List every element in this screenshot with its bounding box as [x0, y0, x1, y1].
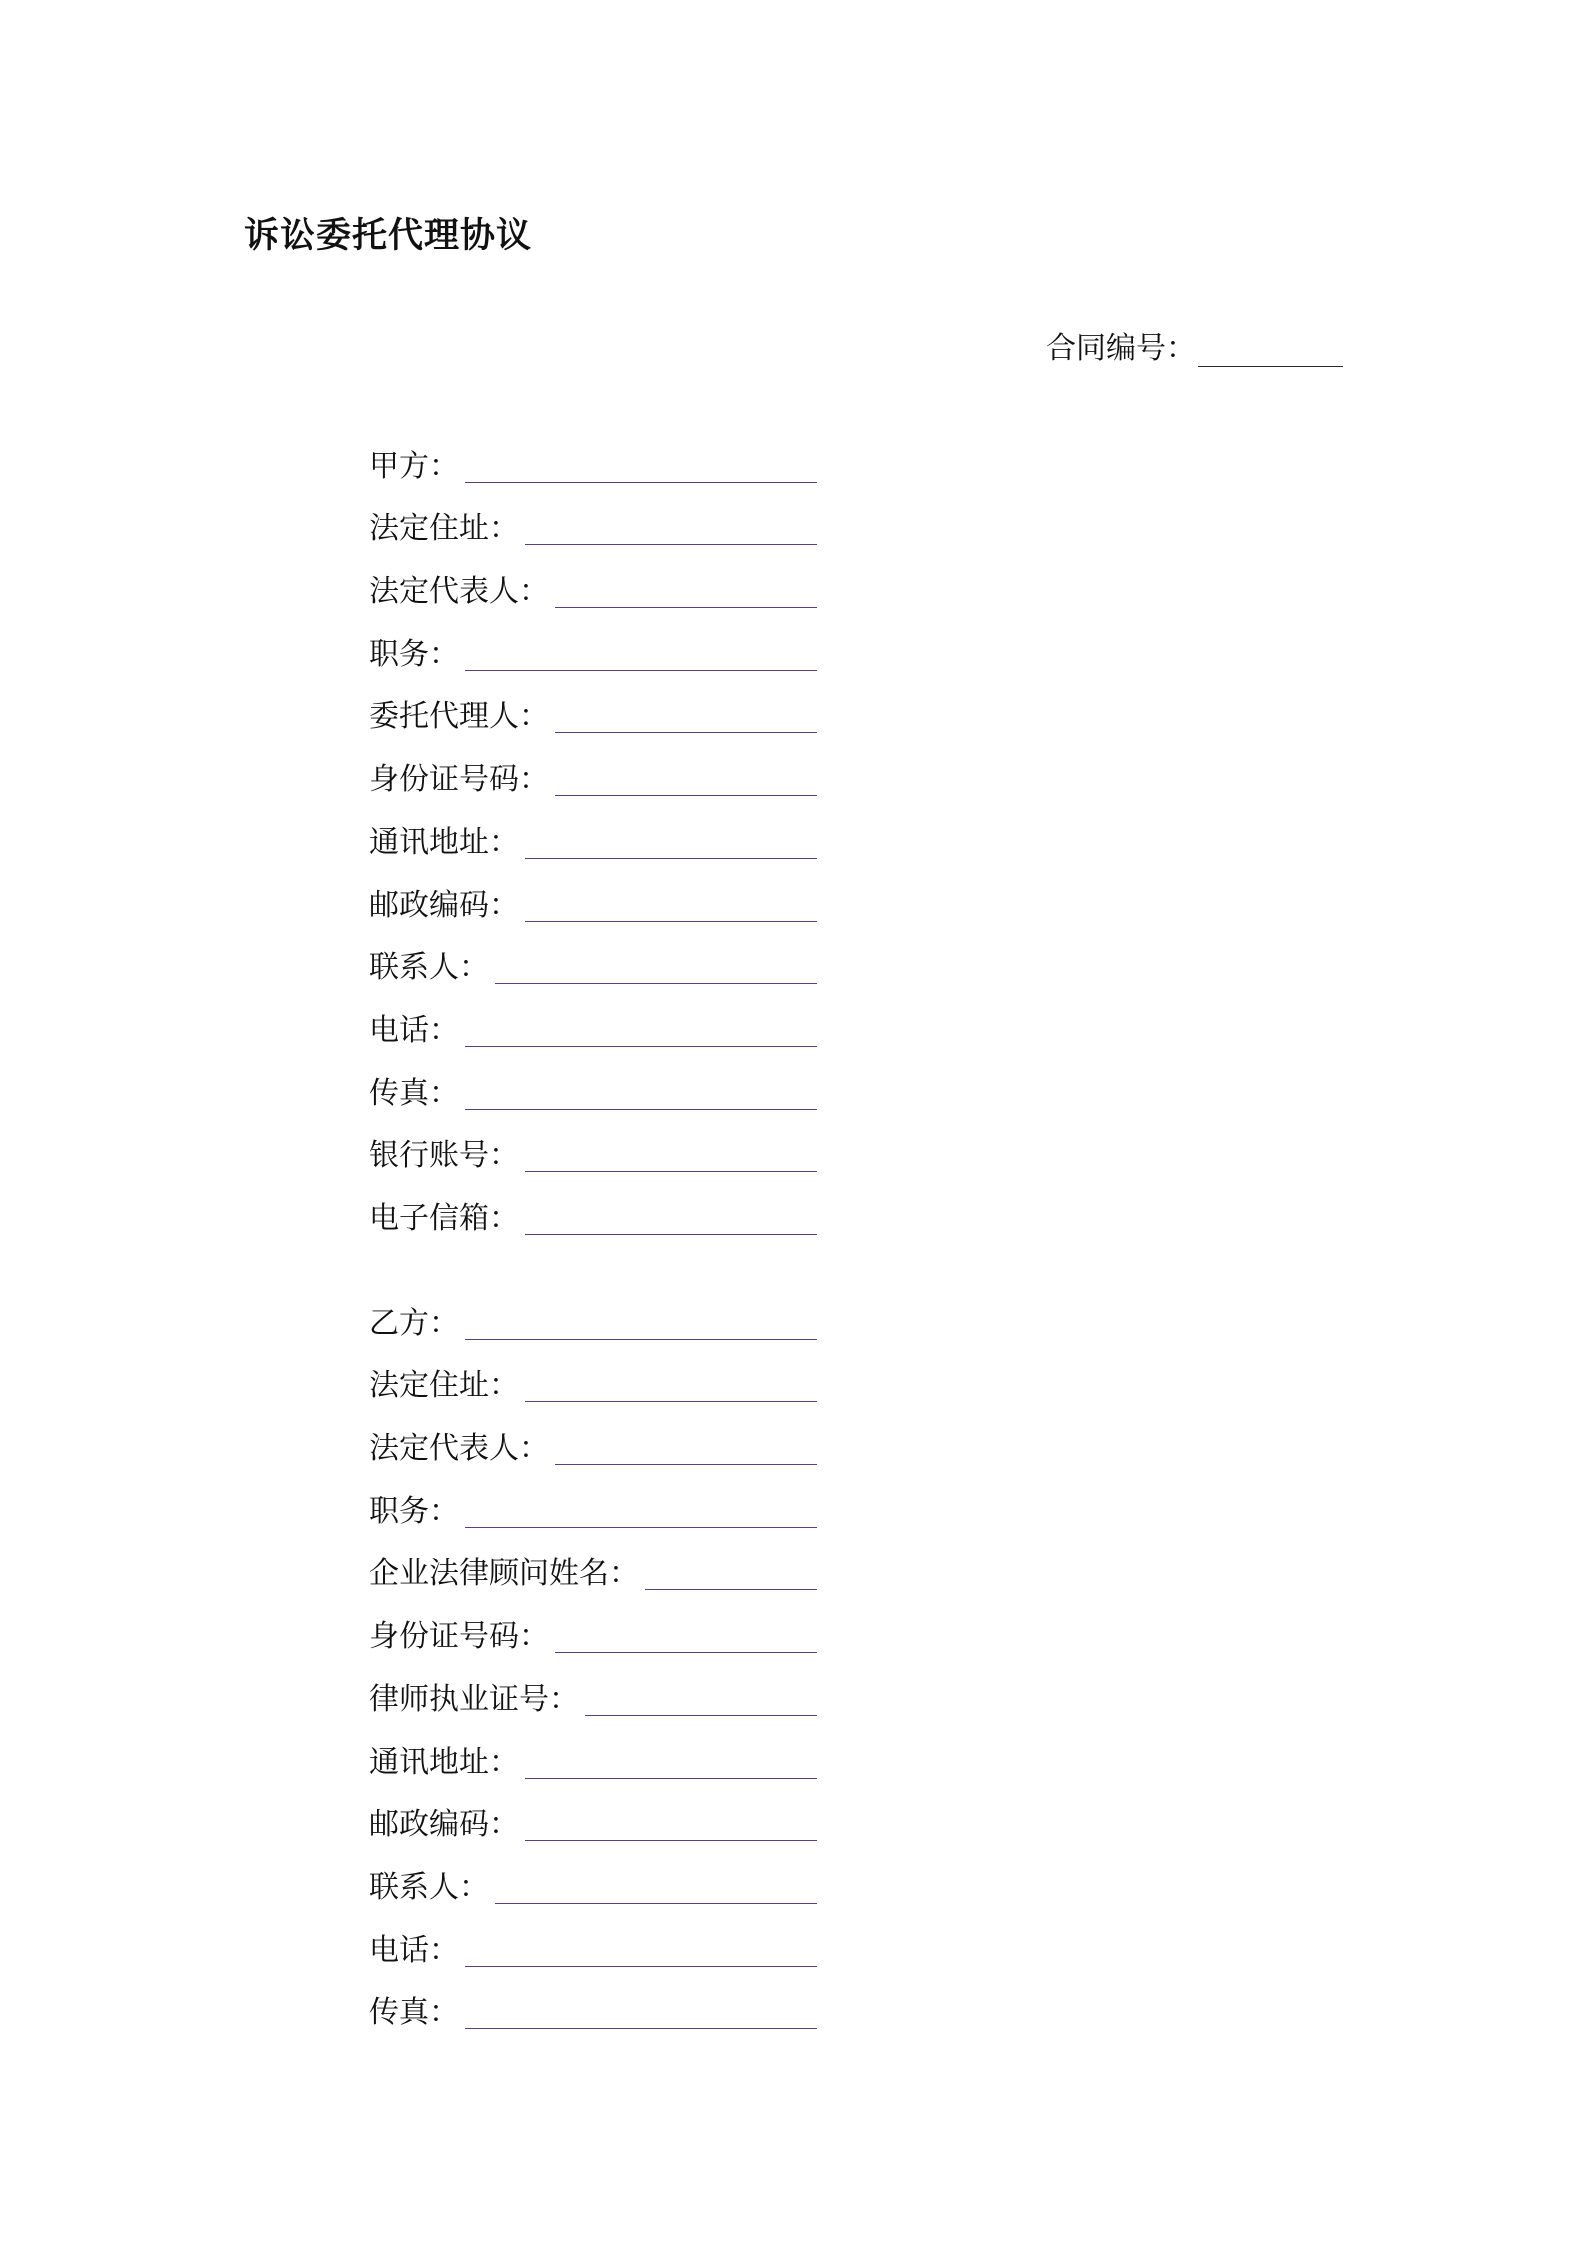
party-b-field-blank[interactable]	[525, 1806, 817, 1841]
party-a-field-label: 邮政编码：	[369, 887, 519, 923]
contract-number-label: 合同编号：	[1046, 331, 1196, 366]
party-a-field-blank[interactable]	[555, 573, 817, 608]
party-a-field-blank[interactable]	[525, 1200, 817, 1235]
contract-number	[1046, 323, 1343, 367]
party-b-field-row	[369, 1906, 817, 1969]
party-a-field-label: 职务：	[369, 636, 459, 672]
party-a-field-blank[interactable]	[465, 448, 817, 483]
party-b-field-label: 乙方：	[369, 1305, 459, 1341]
party-a-field-label: 电话：	[369, 1012, 459, 1048]
party-a-field-row	[369, 1049, 817, 1112]
party-b-field-row	[369, 1342, 817, 1405]
party-a-field-blank[interactable]	[465, 1012, 817, 1047]
party-b-field-blank[interactable]	[555, 1430, 817, 1465]
party-a-field-label: 传真：	[369, 1075, 459, 1111]
contract-number-blank[interactable]	[1198, 336, 1343, 367]
party-a-field-blank[interactable]	[525, 887, 817, 922]
party-b-field-blank[interactable]	[465, 1994, 817, 2029]
party-b-field-blank[interactable]	[465, 1305, 817, 1340]
party-b-field-label: 联系人：	[369, 1869, 489, 1905]
party-a-field-label: 通讯地址：	[369, 824, 519, 860]
party-a-field-label: 法定住址：	[369, 511, 519, 547]
party-b-field-blank[interactable]	[465, 1932, 817, 1967]
party-a-field-row	[369, 798, 817, 861]
party-a-field-label: 银行账号：	[369, 1138, 519, 1174]
party-b-field-label: 身份证号码：	[369, 1619, 549, 1655]
party-a-field-row	[369, 673, 817, 736]
party-b-field-row	[369, 1279, 817, 1342]
party-b-field-label: 电话：	[369, 1932, 459, 1968]
party-b-field-row	[369, 1592, 817, 1655]
party-a-field-blank[interactable]	[495, 949, 817, 984]
party-a-field-row	[369, 986, 817, 1049]
party-a-field-label: 电子信箱：	[369, 1200, 519, 1236]
party-a-field-row	[369, 924, 817, 987]
party-b-field-label: 律师执业证号：	[369, 1681, 579, 1717]
party-a-field-row	[369, 861, 817, 924]
party-b-field-label: 传真：	[369, 1995, 459, 2031]
party-b-field-blank[interactable]	[465, 1493, 817, 1528]
party-b-field-blank[interactable]	[495, 1869, 817, 1904]
party-a-field-blank[interactable]	[465, 1075, 817, 1110]
party-a-field-label: 法定代表人：	[369, 574, 549, 610]
party-b-field-row	[369, 1655, 817, 1718]
party-a-section	[369, 422, 817, 1237]
party-b-field-row	[369, 1467, 817, 1530]
party-a-field-blank[interactable]	[525, 1137, 817, 1172]
party-a-field-label: 联系人：	[369, 950, 489, 986]
party-b-field-blank[interactable]	[555, 1618, 817, 1653]
party-a-field-blank[interactable]	[525, 510, 817, 545]
party-a-field-label: 甲方：	[369, 448, 459, 484]
party-a-field-label: 身份证号码：	[369, 762, 549, 798]
party-a-field-blank[interactable]	[555, 761, 817, 796]
party-b-field-row	[369, 1781, 817, 1844]
party-b-field-label: 邮政编码：	[369, 1807, 519, 1843]
party-b-field-blank[interactable]	[525, 1744, 817, 1779]
party-b-field-row	[369, 1530, 817, 1593]
party-b-field-blank[interactable]	[525, 1367, 817, 1402]
party-b-field-label: 法定代表人：	[369, 1431, 549, 1467]
party-a-field-row	[369, 547, 817, 610]
party-b-field-label: 职务：	[369, 1493, 459, 1529]
document-title: 诉讼委托代理协议	[244, 215, 533, 256]
party-b-field-row	[369, 1969, 817, 2032]
party-a-field-blank[interactable]	[525, 824, 817, 859]
party-a-field-row	[369, 1174, 817, 1237]
party-b-field-row	[369, 1718, 817, 1781]
party-a-field-row	[369, 485, 817, 548]
party-a-field-blank[interactable]	[465, 636, 817, 671]
party-b-field-row	[369, 1843, 817, 1906]
party-a-field-blank[interactable]	[555, 698, 817, 733]
party-a-field-label: 委托代理人：	[369, 699, 549, 735]
party-b-section	[369, 1279, 817, 2031]
party-a-field-row	[369, 422, 817, 485]
party-b-field-label: 通讯地址：	[369, 1744, 519, 1780]
party-a-field-row	[369, 610, 817, 673]
party-b-field-row	[369, 1404, 817, 1467]
party-b-field-blank[interactable]	[585, 1681, 817, 1716]
party-a-field-row	[369, 1112, 817, 1175]
party-b-field-blank[interactable]	[645, 1555, 817, 1590]
party-b-field-label: 企业法律顾问姓名：	[369, 1556, 639, 1592]
party-a-field-row	[369, 735, 817, 798]
party-b-field-label: 法定住址：	[369, 1368, 519, 1404]
